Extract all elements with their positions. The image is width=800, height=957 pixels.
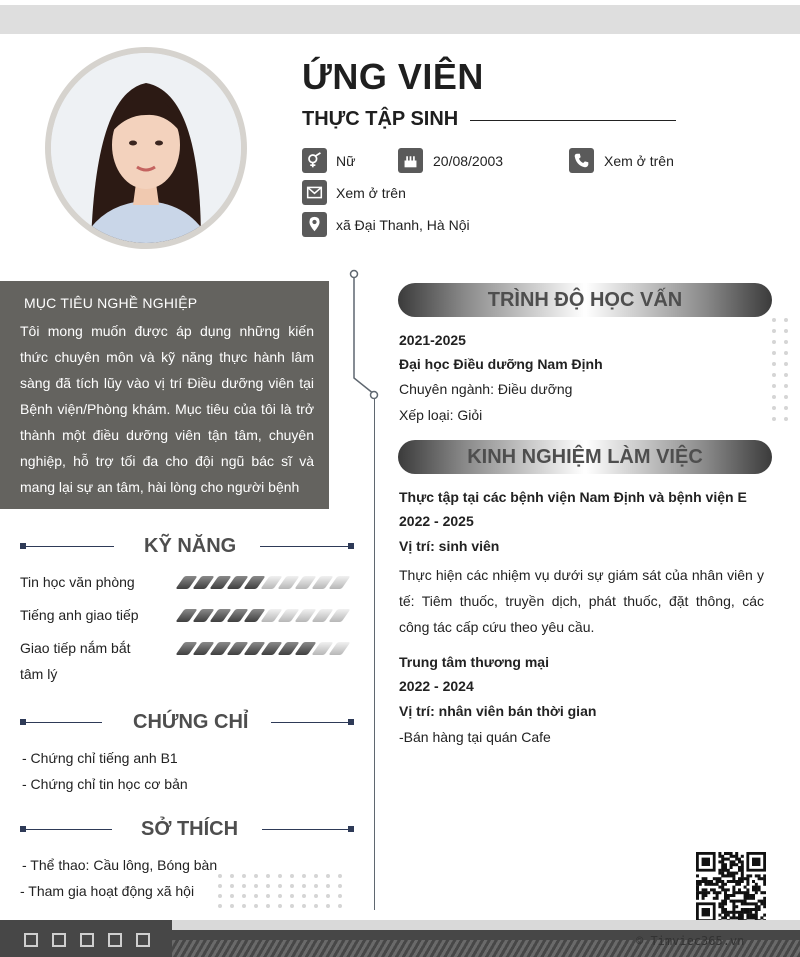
dot — [772, 406, 776, 410]
timeline-line — [374, 398, 375, 910]
dot — [278, 904, 282, 908]
dot — [290, 884, 294, 888]
timeline-connector — [348, 268, 380, 402]
dot — [784, 417, 788, 421]
dot — [314, 904, 318, 908]
dot — [278, 884, 282, 888]
hobbies-title: SỞ THÍCH — [141, 818, 239, 840]
skills-title: KỸ NĂNG — [144, 535, 237, 557]
dot — [784, 373, 788, 377]
certificates-title: CHỨNG CHỈ — [133, 711, 249, 733]
cert-line-right — [271, 722, 348, 723]
job-position: Vị trí: sinh viên — [399, 538, 500, 554]
dot — [242, 904, 246, 908]
dot — [290, 874, 294, 878]
dot — [254, 904, 258, 908]
dot — [772, 362, 776, 366]
footer-square — [108, 933, 122, 947]
dot — [772, 329, 776, 333]
dot — [772, 340, 776, 344]
hobby-line-right — [262, 829, 348, 830]
dot — [218, 904, 222, 908]
dot — [338, 874, 342, 878]
skill-label: Tiếng anh giao tiếp — [20, 607, 139, 623]
phone-icon — [569, 148, 594, 173]
dot — [772, 351, 776, 355]
dot — [314, 894, 318, 898]
dot — [254, 874, 258, 878]
dot — [772, 384, 776, 388]
dot — [242, 894, 246, 898]
dot — [290, 904, 294, 908]
dot — [230, 874, 234, 878]
skills-line-right-end — [348, 543, 354, 549]
dot — [338, 904, 342, 908]
dot — [784, 406, 788, 410]
avatar-photo — [51, 53, 241, 243]
skill-rating — [180, 609, 346, 622]
dot — [314, 884, 318, 888]
job-period: 2022 - 2025 — [399, 513, 474, 529]
certificate-item: - Chứng chỉ tiếng anh B1 — [22, 750, 178, 766]
dot — [266, 904, 270, 908]
job-description: -Bán hàng tại quán Cafe — [399, 729, 551, 745]
skills-line-left — [26, 546, 114, 547]
job-position: Vị trí: nhân viên bán thời gian — [399, 703, 597, 719]
phone-value: Xem ở trên — [604, 153, 674, 169]
email-value: Xem ở trên — [336, 185, 406, 201]
gender-value: Nữ — [336, 153, 356, 169]
dot — [230, 894, 234, 898]
education-school: Đại học Điều dưỡng Nam Định — [399, 356, 603, 372]
candidate-role: THỰC TẬP SINH — [302, 108, 459, 130]
dot — [254, 884, 258, 888]
footer-square — [24, 933, 38, 947]
dot — [784, 329, 788, 333]
dot — [218, 874, 222, 878]
hobby-line-left — [26, 829, 112, 830]
mail-icon — [302, 180, 327, 205]
objective-text: Tôi mong muốn được áp dụng những kiến thức chuyên môn và kỹ năng thực hành lâm sàng đã tích lũy vào vị trí Điều dưỡng viên tại Bệnh viện/Phòng khám. Mục tiêu của tôi là trở thành một điều dưỡng viên tận tâm, chuyên nghiệp, hỗ trợ tối đa cho đội ngũ bác sĩ và mang lại sự an tâm, hài lòng cho người bệnh — [20, 323, 314, 495]
dot — [772, 373, 776, 377]
job-description: Thực hiện các nhiệm vụ dưới sự giám sát của nhân viên y tế: Tiêm thuốc, truyền dịch, phát thuốc, đặt thông, các công tác cấp cứu theo yêu cầu. — [399, 567, 764, 635]
dot — [242, 884, 246, 888]
dot — [784, 384, 788, 388]
cert-line-left — [26, 722, 102, 723]
education-grade: Xếp loại: Giỏi — [399, 407, 483, 423]
dot — [302, 874, 306, 878]
footer-square — [52, 933, 66, 947]
address-value: xã Đại Thanh, Hà Nội — [336, 217, 470, 233]
certificate-item: - Chứng chỉ tin học cơ bản — [22, 776, 188, 792]
footer-square — [80, 933, 94, 947]
dot — [772, 395, 776, 399]
dot — [326, 904, 330, 908]
dot — [784, 351, 788, 355]
footer-square — [136, 933, 150, 947]
dot — [338, 884, 342, 888]
dot — [784, 318, 788, 322]
gender-icon — [302, 148, 327, 173]
dot — [266, 884, 270, 888]
dot — [266, 874, 270, 878]
skills-line-right — [260, 546, 348, 547]
dot — [772, 417, 776, 421]
dot — [218, 894, 222, 898]
footer-band — [165, 920, 800, 930]
avatar — [51, 53, 241, 243]
dob-value: 20/08/2003 — [433, 153, 504, 169]
job-period: 2022 - 2024 — [399, 678, 474, 694]
dot — [218, 884, 222, 888]
job-company: Trung tâm thương mại — [399, 654, 549, 670]
skill-rating — [180, 576, 346, 589]
cake-icon — [398, 148, 423, 173]
dot — [326, 894, 330, 898]
education-title: TRÌNH ĐỘ HỌC VẤN — [487, 289, 683, 311]
dot — [230, 884, 234, 888]
decorative-dots — [218, 874, 342, 908]
dot — [254, 894, 258, 898]
objective-title: MỤC TIÊU NGHỀ NGHIỆP — [24, 295, 198, 311]
candidate-name: ỨNG VIÊN — [302, 56, 484, 97]
dot — [242, 874, 246, 878]
dot — [290, 894, 294, 898]
skill-label: Giao tiếp nắm bắt tâm lý — [20, 640, 131, 682]
dot — [314, 874, 318, 878]
dot — [302, 904, 306, 908]
dot — [784, 340, 788, 344]
job-company: Thực tập tại các bệnh viện Nam Định và bệnh viện E — [399, 489, 747, 505]
location-icon — [302, 212, 327, 237]
dot — [230, 904, 234, 908]
top-bar — [0, 5, 800, 34]
dot — [784, 362, 788, 366]
skill-rating — [180, 642, 346, 655]
hobby-line-right-end — [348, 826, 354, 832]
dot — [302, 884, 306, 888]
dot — [772, 318, 776, 322]
dot — [278, 874, 282, 878]
dot — [326, 874, 330, 878]
dot — [326, 884, 330, 888]
dot — [302, 894, 306, 898]
decorative-dots-right — [772, 318, 788, 421]
copyright-text: © Timviec365.vn — [636, 934, 745, 948]
dot — [338, 894, 342, 898]
hobby-item: - Thể thao: Cầu lông, Bóng bàn — [22, 857, 218, 873]
education-major: Chuyên ngành: Điều dưỡng — [399, 381, 573, 397]
role-divider — [470, 120, 676, 121]
skill-label: Tin học văn phòng — [20, 574, 135, 590]
dot — [784, 395, 788, 399]
qr-code-icon — [696, 852, 766, 922]
education-period: 2021-2025 — [399, 332, 466, 348]
dot — [278, 894, 282, 898]
dot — [266, 894, 270, 898]
hobby-item: - Tham gia hoạt động xã hội — [20, 883, 195, 899]
cert-line-right-end — [348, 719, 354, 725]
experience-title: KINH NGHIỆM LÀM VIỆC — [467, 446, 703, 468]
